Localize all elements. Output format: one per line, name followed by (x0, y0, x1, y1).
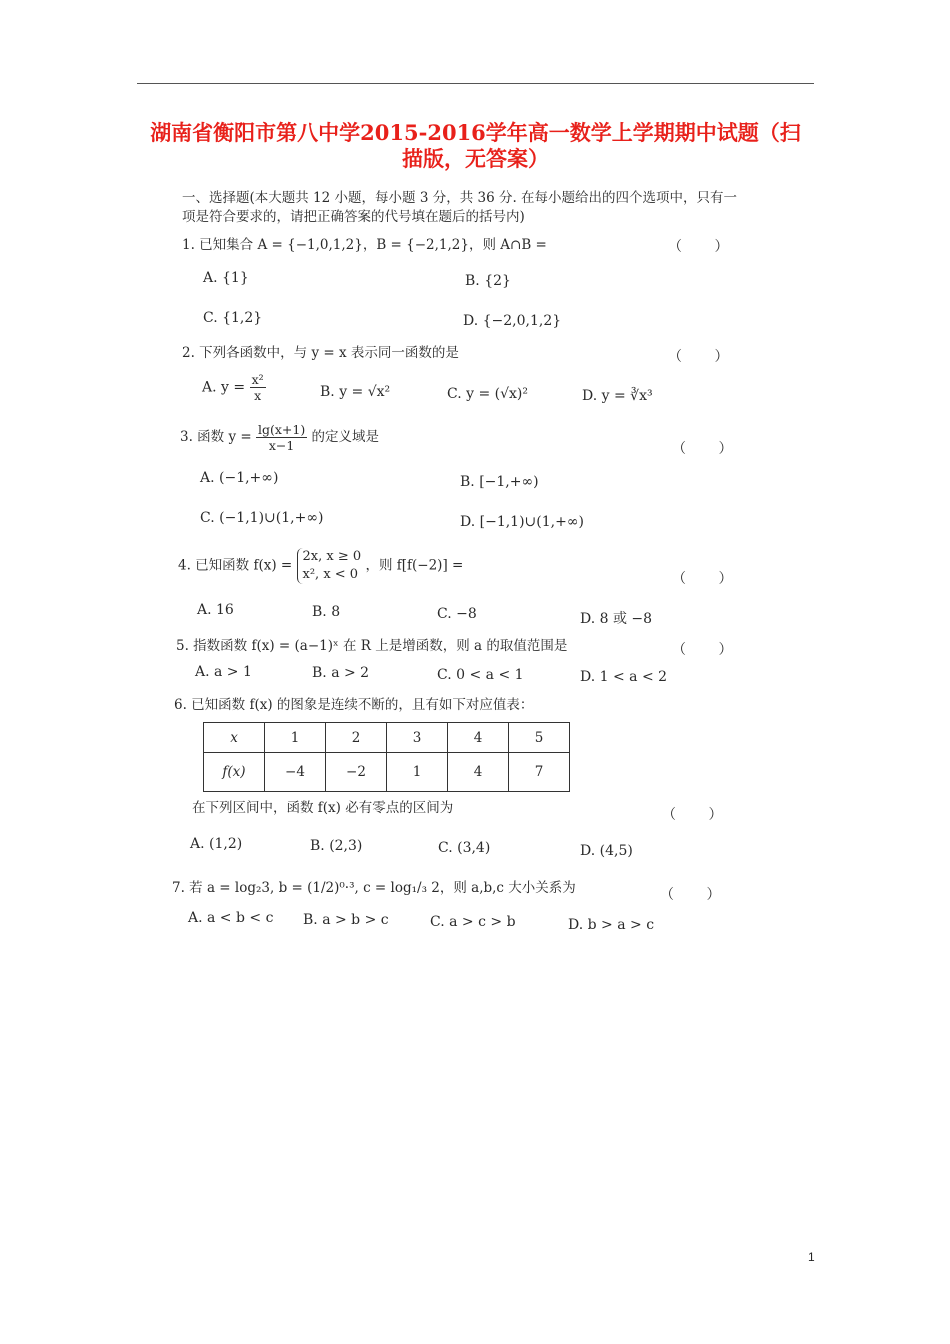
table-cell: 2 (326, 723, 387, 753)
table-cell: 4 (448, 753, 509, 792)
question-3-option-a: A. (−1,+∞) (200, 470, 279, 486)
table-cell: 3 (387, 723, 448, 753)
question-3-option-d: D. [−1,1)∪(1,+∞) (460, 514, 584, 530)
question-1-option-a: A. {1} (203, 270, 249, 286)
table-cell: 4 (448, 723, 509, 753)
question-2-option-b: B. y = √x² (320, 384, 391, 400)
question-5-option-c: C. 0 < a < 1 (437, 667, 524, 683)
question-1-answer-blank: （ ） (668, 239, 743, 255)
title-line-1: 湖南省衡阳市第八中学2015-2016学年高一数学上学期期中试题（扫 (150, 120, 801, 145)
fraction-denominator: x (254, 388, 262, 403)
piecewise-case-1: 2x, x ≥ 0 (302, 549, 362, 564)
question-5-option-b: B. a > 2 (312, 665, 370, 681)
question-6-stem-2: 在下列区间中，函数 f(x) 必有零点的区间为 (192, 800, 454, 816)
table-row (204, 753, 570, 792)
question-1-option-d: D. {−2,0,1,2} (463, 313, 562, 329)
title-line-2: 描版，无答案） (402, 146, 549, 171)
table-cell: −4 (265, 753, 326, 792)
question-2-option-c: C. y = (√x)² (447, 386, 529, 402)
table-cell: −2 (326, 753, 387, 792)
question-6-option-c: C. (3,4) (438, 840, 491, 856)
question-4-stem-suffix: ，则 f[f(−2)] = (365, 557, 464, 574)
table-cell: f(x) (204, 753, 265, 792)
fraction-numerator: x² (251, 372, 264, 387)
value-table (203, 722, 570, 792)
question-3-stem (180, 422, 379, 453)
question-7-stem: 7. 若 a = log₂3, b = (1/2)⁰·³, c = log₁/₃ 2，则 a,b,c 大小关系为 (172, 880, 576, 896)
question-6-option-b: B. (2,3) (310, 838, 363, 854)
table-cell: 1 (387, 753, 448, 792)
fraction-denominator: x−1 (268, 438, 295, 453)
question-5-option-a: A. a > 1 (195, 664, 252, 680)
question-7-answer-blank: （ ） (660, 887, 735, 903)
question-3-answer-blank: （ ） (672, 441, 747, 457)
fraction-numerator: lg(x+1) (258, 422, 306, 437)
table-cell: 7 (509, 753, 570, 792)
question-6-answer-blank: （ ） (662, 807, 737, 823)
question-1-stem: 1. 已知集合 A = {−1,0,1,2}，B = {−2,1,2}，则 A∩B = (182, 237, 547, 253)
question-7-option-d: D. b > a > c (568, 917, 655, 933)
section-header-line-1: 一、选择题(本大题共 12 小题，每小题 3 分，共 36 分. 在每小题给出的四个选项中，只有一 (182, 190, 738, 206)
question-2-option-a-label: A. y = (202, 379, 250, 396)
table-cell: 5 (509, 723, 570, 753)
question-5-option-d: D. 1 < a < 2 (580, 669, 668, 685)
page-number: 1 (808, 1250, 815, 1264)
fraction (250, 372, 266, 403)
question-7-option-a: A. a < b < c (188, 910, 274, 926)
question-4-stem (178, 548, 463, 584)
question-4-answer-blank: （ ） (672, 571, 747, 587)
question-5-stem: 5. 指数函数 f(x) = (a−1)ˣ 在 R 上是增函数，则 a 的取值范围是 (176, 638, 568, 654)
question-7-option-c: C. a > c > b (430, 914, 516, 930)
question-3-option-b: B. [−1,+∞) (460, 474, 539, 490)
piecewise-case-2: x², x < 0 (302, 567, 359, 582)
question-3-stem-suffix: 的定义域是 (311, 429, 380, 445)
scanned-exam-page (150, 160, 810, 950)
header-rule (137, 83, 814, 84)
question-6-stem: 6. 已知函数 f(x) 的图象是连续不断的，且有如下对应值表： (174, 697, 534, 713)
question-4-stem-prefix: 4. 已知函数 f(x) = (178, 557, 293, 574)
table-cell: x (204, 723, 265, 753)
question-4-option-d: D. 8 或 −8 (580, 611, 653, 627)
question-2-stem: 2. 下列各函数中，与 y = x 表示同一函数的是 (182, 345, 459, 361)
question-6-option-a: A. (1,2) (190, 836, 243, 852)
fraction (256, 422, 307, 453)
section-header-line-2: 项是符合要求的，请把正确答案的代号填在题后的括号内) (182, 209, 525, 225)
question-5-answer-blank: （ ） (672, 642, 747, 658)
question-7-option-b: B. a > b > c (303, 912, 389, 928)
question-4-option-c: C. −8 (437, 606, 477, 622)
question-2-answer-blank: （ ） (668, 349, 743, 365)
question-4-option-a: A. 16 (197, 602, 234, 618)
table-cell: 1 (265, 723, 326, 753)
question-1-option-c: C. {1,2} (203, 310, 263, 326)
question-4-option-b: B. 8 (312, 604, 341, 620)
question-2-option-d: D. y = ∛x³ (582, 388, 653, 404)
question-3-option-c: C. (−1,1)∪(1,+∞) (200, 510, 324, 526)
question-6-option-d: D. (4,5) (580, 843, 633, 859)
table-row (204, 723, 570, 753)
question-3-stem-prefix: 3. 函数 y = (180, 429, 252, 445)
question-2-option-a (202, 372, 266, 403)
question-1-option-b: B. {2} (465, 273, 511, 289)
piecewise-brace (297, 548, 362, 584)
